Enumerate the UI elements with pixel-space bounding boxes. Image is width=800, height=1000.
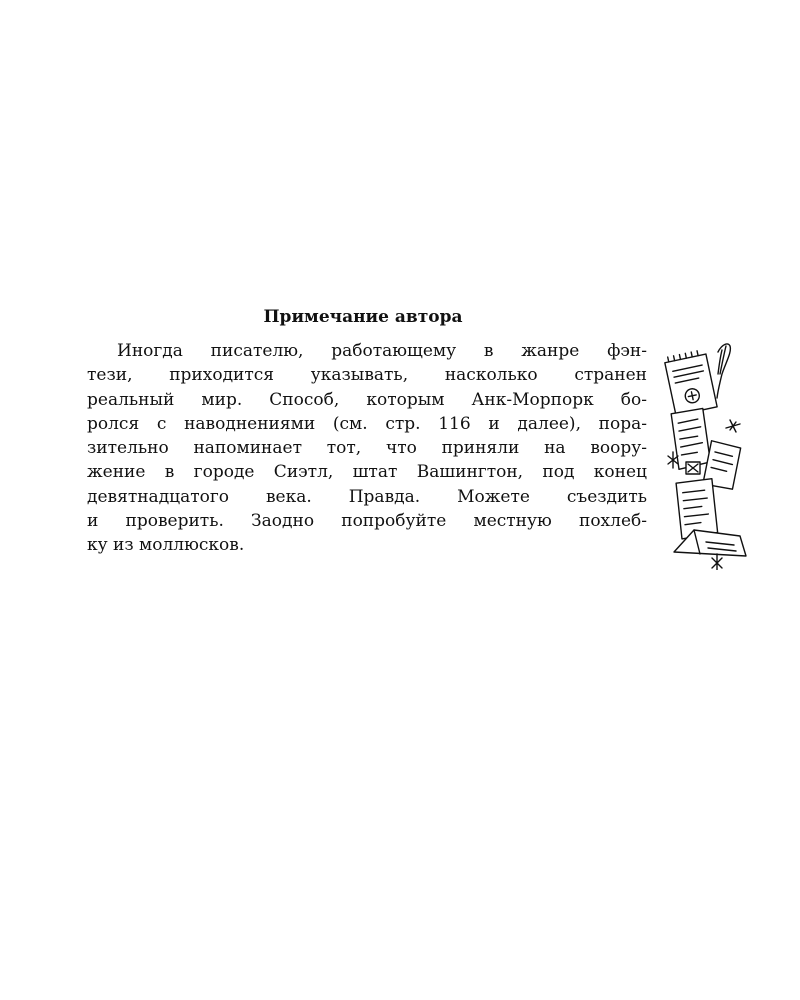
text-line: ролся с наводнениями (см. стр. 116 и далее), пора- bbox=[87, 413, 647, 434]
papers-and-quill-icon bbox=[660, 340, 750, 570]
text-line: зительно напоминает тот, что приняли на воору- bbox=[87, 438, 647, 459]
text-line: и проверить. Заодно попробуйте местную похлеб- bbox=[87, 511, 647, 532]
text-line: Иногда писателю, работающему в жанре фэн- bbox=[117, 341, 647, 361]
note-body bbox=[87, 339, 647, 558]
note-title: Примечание автора bbox=[263, 307, 463, 327]
text-line: реальный мир. Способ, которым Анк-Морпорк бо- bbox=[87, 389, 647, 410]
text-line: девятнадцатого века. Правда. Можете съездить bbox=[87, 486, 647, 507]
text-line: ку из моллюсков. bbox=[87, 535, 245, 556]
text-line: жение в городе Сиэтл, штат Вашингтон, под конец bbox=[87, 462, 647, 483]
text-line: тези, приходится указывать, насколько странен bbox=[87, 365, 647, 386]
